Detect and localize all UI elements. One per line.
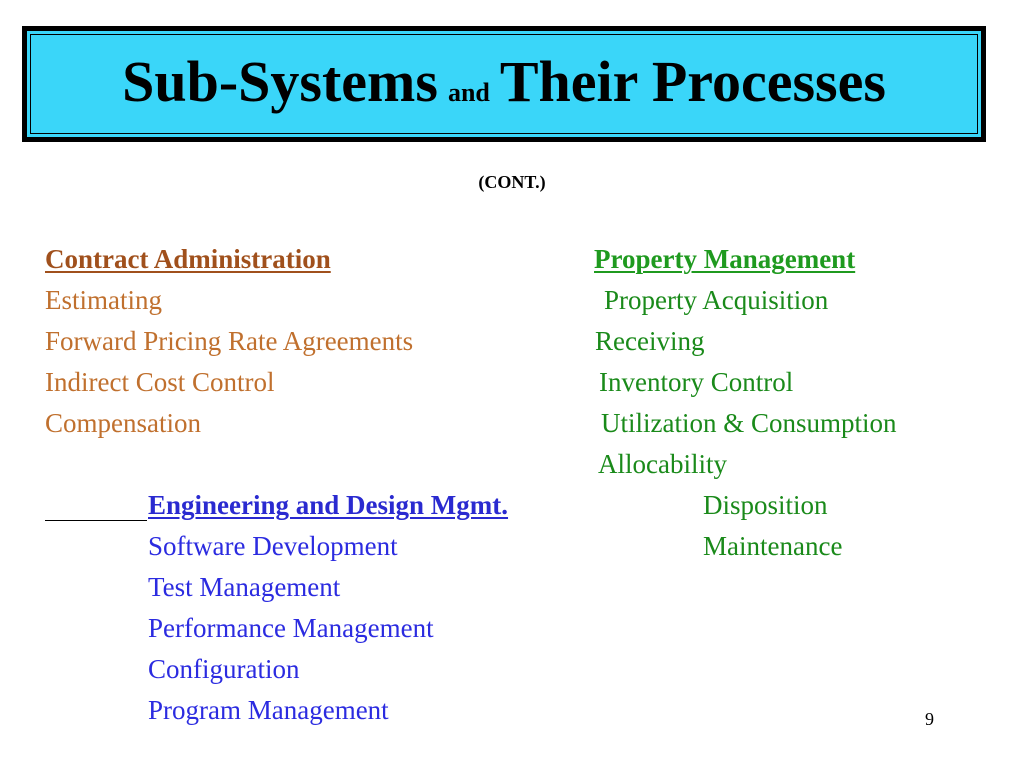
property-mgmt-item: Receiving	[595, 326, 705, 356]
slide-title	[27, 49, 981, 114]
title-part-1: Sub-Systems	[122, 49, 438, 114]
property-mgmt-item: Allocability	[598, 449, 727, 479]
engineering-item: Program Management	[148, 695, 389, 725]
property-mgmt-heading: Property Management	[594, 244, 856, 274]
contract-admin-item: Compensation	[45, 408, 201, 438]
contract-admin-item: Indirect Cost Control	[45, 367, 275, 397]
engineering-item: Configuration	[148, 654, 300, 684]
contract-admin-heading: Contract Administration	[45, 244, 331, 274]
property-mgmt-item: Maintenance	[703, 531, 843, 561]
title-banner	[22, 26, 986, 142]
property-mgmt-item: Utilization & Consumption	[601, 408, 897, 438]
continued-label: (CONT.)	[478, 172, 546, 192]
contract-admin-item: Forward Pricing Rate Agreements	[45, 326, 414, 356]
contract-admin-item: Estimating	[45, 285, 162, 315]
property-mgmt-item: Property Acquisition	[604, 285, 829, 315]
engineering-item: Performance Management	[148, 613, 434, 643]
engineering-heading: Engineering and Design Mgmt.	[148, 490, 509, 520]
indent-rule	[45, 520, 147, 521]
engineering-item: Software Development	[148, 531, 398, 561]
title-connector: and	[447, 78, 490, 107]
page-number: 9	[925, 709, 934, 729]
engineering-item: Test Management	[148, 572, 341, 602]
property-mgmt-item: Disposition	[703, 490, 828, 520]
title-part-2: Their Processes	[499, 49, 886, 114]
property-mgmt-item: Inventory Control	[599, 367, 794, 397]
